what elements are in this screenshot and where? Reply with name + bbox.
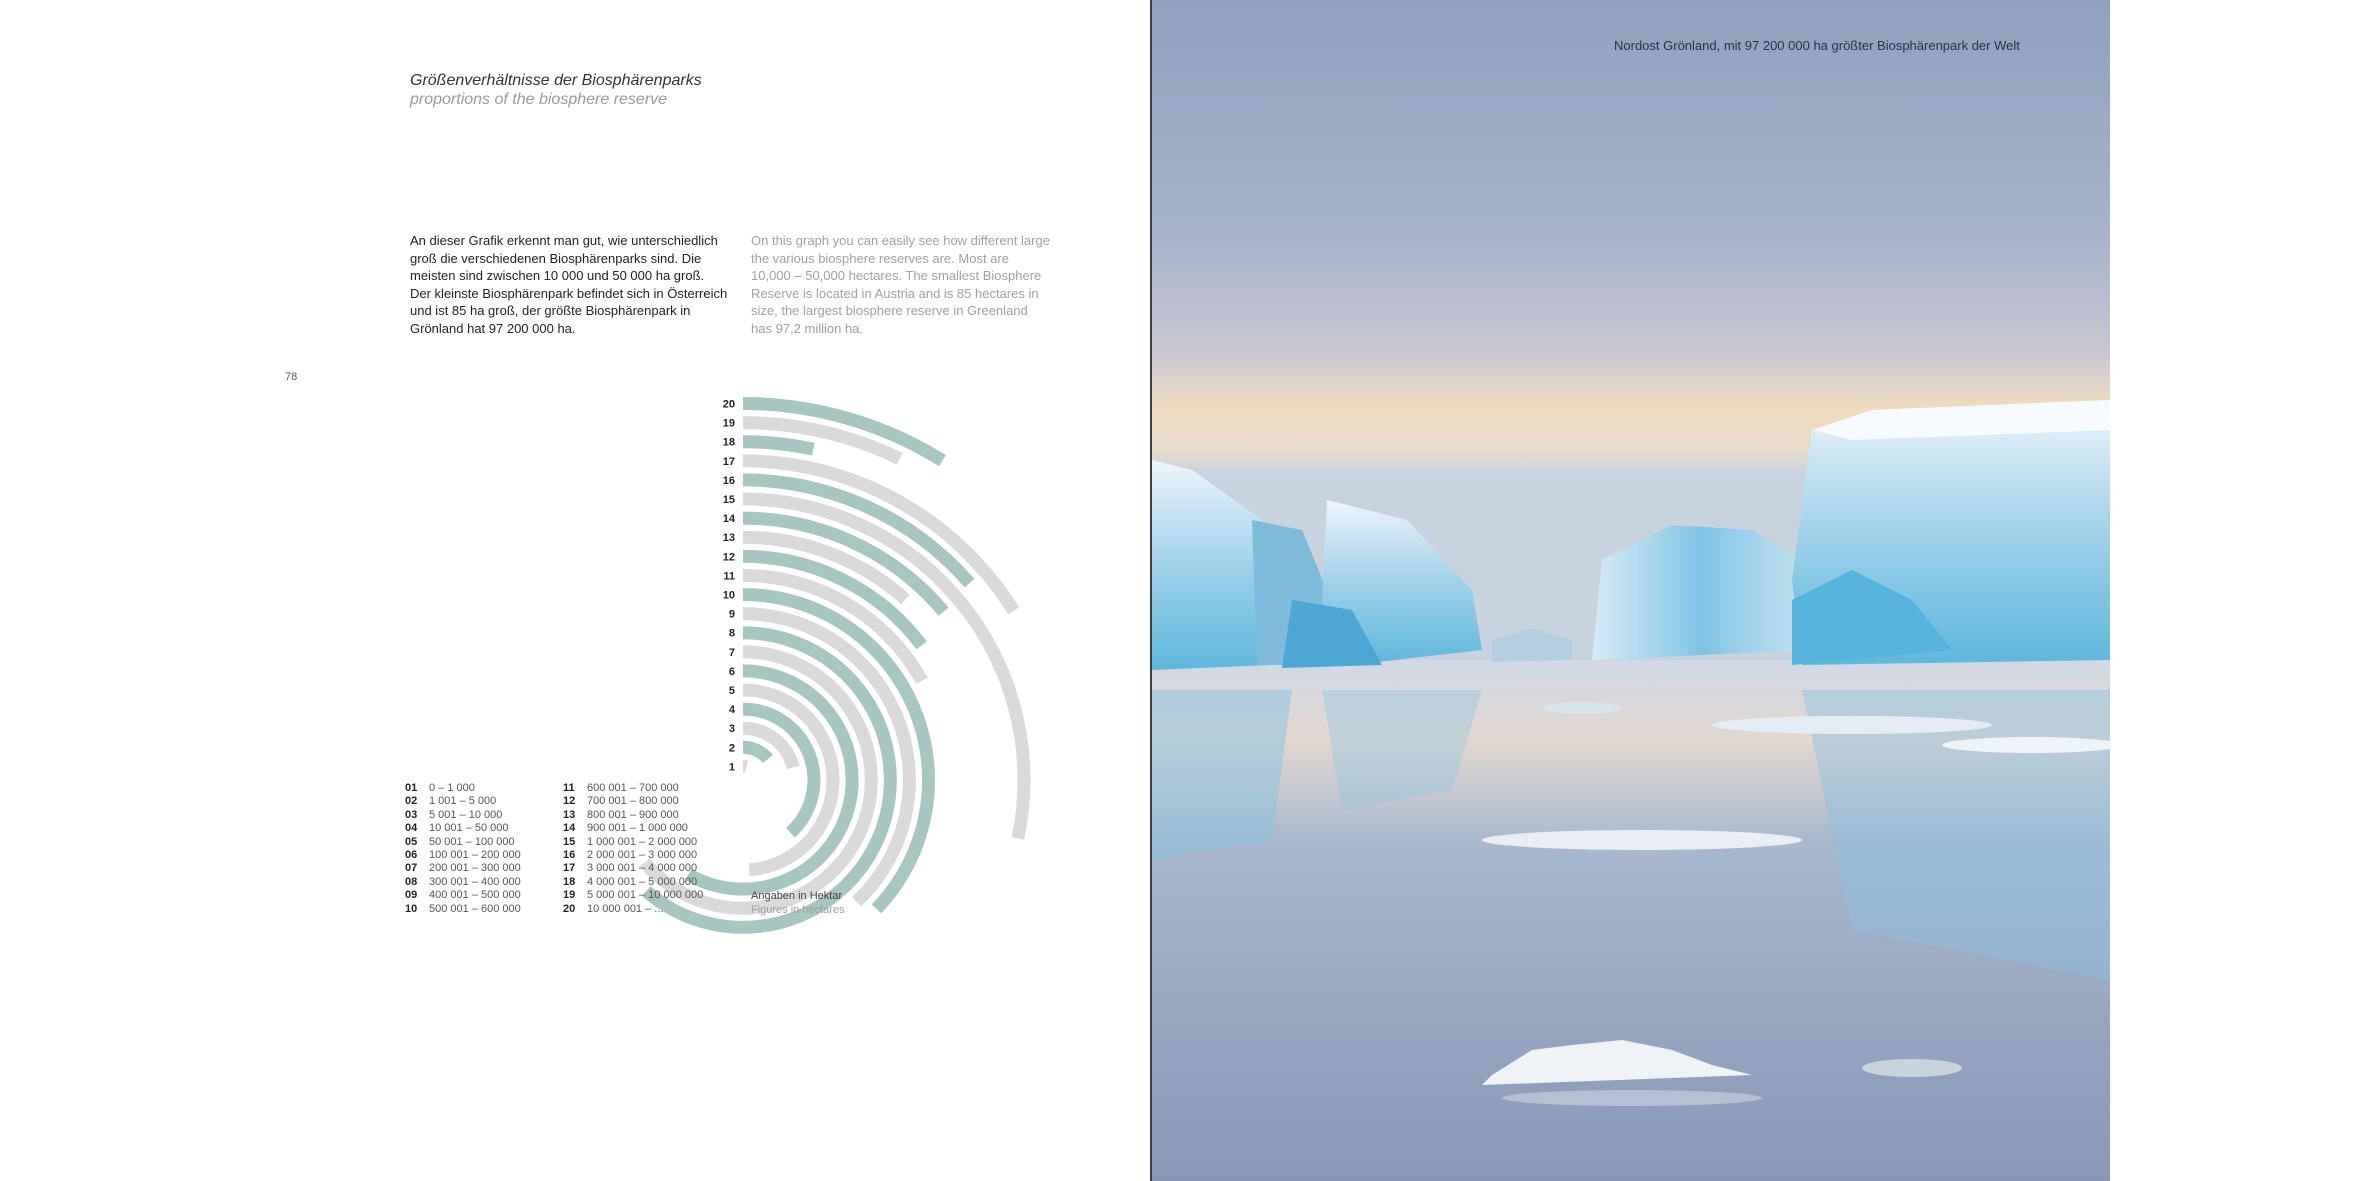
legend-code: 02 xyxy=(405,795,418,808)
legend-item xyxy=(563,889,703,902)
legend-range: 5 000 001 – 10 000 000 xyxy=(587,889,704,902)
chart-title: Größenverhältnisse der Biosphärenparks xyxy=(410,72,702,89)
category-label-3: 3 xyxy=(728,723,735,736)
photo-caption: Nordost Grönland, mit 97 200 000 ha größter Biosphärenpark der Welt xyxy=(1614,38,2020,53)
legend-range: 0 – 1 000 xyxy=(429,782,475,794)
legend-code: 19 xyxy=(563,889,576,902)
legend-code: 07 xyxy=(405,862,418,875)
legend-range: 3 000 001 – 4 000 000 xyxy=(587,862,698,875)
category-label-18: 18 xyxy=(722,436,735,449)
legend-range: 300 001 – 400 000 xyxy=(429,875,521,888)
category-label-12: 12 xyxy=(722,551,735,564)
legend-code: 01 xyxy=(405,782,418,794)
category-label-8: 8 xyxy=(728,627,735,640)
legend-item xyxy=(563,836,703,849)
legend-range: 4 000 001 – 5 000 000 xyxy=(587,875,698,888)
legend-item xyxy=(563,862,703,875)
left-page xyxy=(0,0,1150,1181)
legend-code: 06 xyxy=(405,849,418,862)
category-label-13: 13 xyxy=(722,532,735,545)
legend-column-2 xyxy=(563,782,703,916)
legend-item xyxy=(405,862,521,875)
legend-item xyxy=(563,822,703,835)
legend-item xyxy=(405,795,521,808)
legend-code: 13 xyxy=(563,808,576,821)
legend-range: 400 001 – 500 000 xyxy=(429,889,521,902)
legend-range: 2 000 001 – 3 000 000 xyxy=(587,849,698,862)
legend-range: 50 001 – 100 000 xyxy=(429,835,515,848)
legend-code: 18 xyxy=(563,875,576,888)
radial-bar-chart xyxy=(0,0,1150,1181)
greenland-photo xyxy=(1152,0,2110,1181)
legend-range: 10 000 001 – ... xyxy=(587,902,664,915)
legend-range: 800 001 – 900 000 xyxy=(587,808,679,821)
legend-item xyxy=(563,795,703,808)
legend-item xyxy=(563,876,703,889)
legend-code: 16 xyxy=(563,849,576,862)
legend-code: 20 xyxy=(563,902,576,915)
legend-item xyxy=(563,809,703,822)
category-label-16: 16 xyxy=(722,474,735,487)
legend-code: 03 xyxy=(405,808,418,821)
description-english: On this graph you can easily see how different large the various biosphere reserves are. Most are 10,000 – 50,000 hectares. The smallest Biosphere Reserve is located in Austria and is 85 hectares in size, the largest biosphere reserve in Greenland has 97,2 million ha. xyxy=(751,233,1050,336)
category-label-7: 7 xyxy=(728,646,735,659)
iceberg-landscape-image xyxy=(1152,0,2110,1181)
legend-code: 09 xyxy=(405,889,418,902)
category-label-5: 5 xyxy=(728,685,735,697)
legend-item xyxy=(405,822,521,835)
description-german: An dieser Grafik erkennt man gut, wie unterschiedlich groß die verschiedenen Biosphärenparks sind. Die meisten sind zwischen 10 000 und 50 000 ha groß. Der kleinste Biosphärenpark befindet sich in Österreich und ist 85 ha groß, der größte Biosphärenpark in Grönland hat 97 200 000 ha. xyxy=(410,233,728,336)
category-label-17: 17 xyxy=(722,455,735,468)
legend-code: 15 xyxy=(563,835,576,848)
legend-range: 200 001 – 300 000 xyxy=(429,862,521,875)
legend-range: 700 001 – 800 000 xyxy=(587,795,679,808)
category-label-15: 15 xyxy=(722,494,735,506)
unit-label-english: Figures in hectares xyxy=(751,904,845,916)
category-label-2: 2 xyxy=(728,742,735,755)
legend-column-1 xyxy=(405,782,521,916)
category-label-6: 6 xyxy=(728,665,735,678)
category-label-4: 4 xyxy=(728,704,735,717)
category-label-20: 20 xyxy=(722,398,735,411)
legend-item xyxy=(405,836,521,849)
legend-code: 17 xyxy=(563,862,576,875)
legend-range: 1 001 – 5 000 xyxy=(429,795,497,808)
legend-item xyxy=(405,849,521,862)
legend-item xyxy=(563,782,703,795)
legend-item xyxy=(405,903,521,916)
legend-range: 600 001 – 700 000 xyxy=(587,782,679,794)
legend-code: 10 xyxy=(405,902,418,915)
category-label-14: 14 xyxy=(722,513,735,526)
legend-item xyxy=(405,889,521,902)
legend-code: 04 xyxy=(405,822,418,835)
legend-code: 08 xyxy=(405,875,418,888)
category-label-11: 11 xyxy=(723,570,735,583)
radial-bar-2 xyxy=(743,747,768,759)
legend-code: 11 xyxy=(563,782,575,794)
legend-item xyxy=(405,809,521,822)
category-label-9: 9 xyxy=(728,608,735,621)
legend-item xyxy=(563,903,703,916)
page-number: 78 xyxy=(285,371,298,383)
legend-range: 100 001 – 200 000 xyxy=(429,849,521,862)
legend-range: 10 001 – 50 000 xyxy=(429,822,509,835)
category-label-10: 10 xyxy=(722,589,735,602)
legend-item xyxy=(405,876,521,889)
legend-range: 900 001 – 1 000 000 xyxy=(587,822,688,835)
legend-range: 1 000 001 – 2 000 000 xyxy=(587,835,698,848)
unit-label-german: Angaben in Hektar xyxy=(751,890,843,902)
legend-item xyxy=(563,849,703,862)
legend-code: 14 xyxy=(563,822,576,835)
legend-item xyxy=(405,782,521,795)
legend-code: 05 xyxy=(405,835,418,848)
legend-range: 500 001 – 600 000 xyxy=(429,902,521,915)
legend-code: 12 xyxy=(563,795,576,808)
legend-range: 5 001 – 10 000 xyxy=(429,808,503,821)
radial-bar-18 xyxy=(743,442,813,449)
category-label-19: 19 xyxy=(722,417,735,430)
chart-subtitle: proportions of the biosphere reserve xyxy=(410,91,668,108)
category-label-1: 1 xyxy=(728,761,735,774)
